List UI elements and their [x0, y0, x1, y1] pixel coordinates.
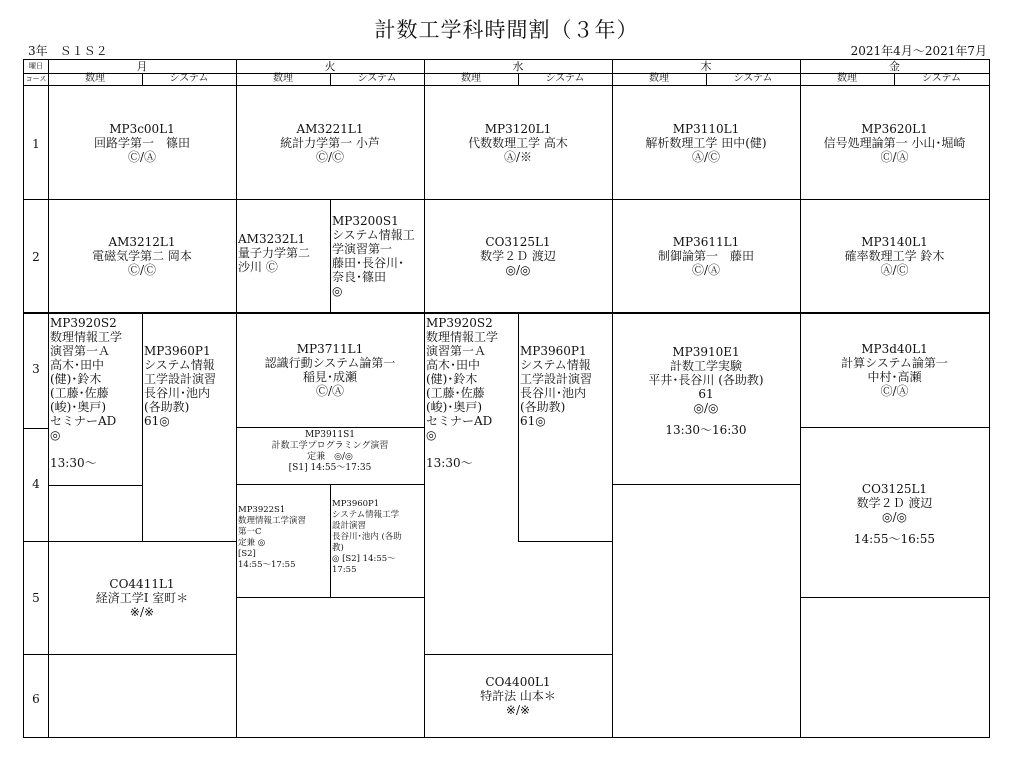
course-mark: Ⓒ/Ⓒ — [127, 263, 157, 277]
cell-line: 数理情報工学演習 — [238, 516, 307, 526]
cell-line: (各助教) — [144, 400, 190, 414]
cell-line: MP3200S1 — [332, 214, 399, 228]
cell-line: (健)･鈴木 — [50, 372, 102, 386]
course-name: 数学２Ｄ 渡辺 — [856, 496, 933, 510]
course-code: MP3120L1 — [484, 121, 552, 136]
class-cell-fri-2[interactable] — [800, 200, 989, 312]
course-code: CO3125L1 — [485, 235, 551, 249]
cell-line: 数理情報工学 — [426, 330, 499, 344]
course-header: システム — [922, 73, 961, 84]
cell-line: 長谷川･池内 — [144, 386, 211, 400]
course-name: 数学２Ｄ 渡辺 — [480, 249, 556, 263]
cell-line: ◎ — [426, 428, 437, 442]
cell-line: (峻)･奥戸) — [50, 400, 107, 414]
course-mark: Ⓒ/Ⓐ — [315, 384, 345, 398]
cell-line: 14:55〜17:55 — [238, 560, 296, 570]
cell-line: 工学設計演習 — [144, 372, 217, 386]
course-time: 14:55〜16:55 — [853, 532, 936, 546]
cell-time: 13:30〜 — [426, 456, 473, 470]
cell-line: 設計演習 — [332, 521, 367, 531]
class-cell-wed-3-system[interactable] — [518, 342, 612, 430]
class-cell-mon-3-math[interactable] — [48, 314, 142, 472]
day-header-wed: 水 — [512, 60, 524, 73]
page-title: 計数工学科時間割（３年） — [374, 18, 639, 42]
cell-line: (各助教) — [520, 400, 566, 414]
course-header: 数理 — [649, 73, 669, 84]
cell-line: ◎ [S2] 14:55〜 — [332, 554, 396, 564]
cell-line: 長谷川･池内 — [520, 386, 587, 400]
class-cell-wed-1[interactable] — [424, 86, 612, 199]
cell-line: MP3960P1 — [144, 344, 211, 358]
period-label: 3 — [32, 362, 40, 376]
cell-line: 高木･田中 — [50, 358, 105, 372]
course-code: MP3620L1 — [861, 121, 928, 136]
cell-line: 61◎ — [144, 414, 170, 428]
cell-line: (健)･鈴木 — [426, 372, 478, 386]
course-mark: ◎/◎ — [882, 510, 907, 524]
course-header: 数理 — [85, 73, 105, 84]
day-header-tue: 火 — [324, 60, 336, 73]
course-name: 確率数理工学 鈴木 — [844, 249, 945, 263]
cell-line: [S2] — [238, 549, 256, 559]
class-cell-tue-2-system[interactable] — [330, 212, 424, 300]
course-mark: ※/※ — [505, 703, 531, 717]
course-mark: ◎/◎ — [693, 401, 719, 415]
course-mark: ※/※ — [129, 605, 155, 619]
period-label: 6 — [32, 692, 40, 706]
course-mark: Ⓒ/Ⓐ — [691, 263, 721, 277]
class-cell-mon-1[interactable] — [48, 86, 236, 199]
cell-line: システム情報 — [520, 358, 591, 372]
course-code: AM3212L1 — [108, 235, 176, 249]
course-teacher: 中村･高瀬 — [867, 370, 922, 384]
class-label: 3年 Ｓ１Ｓ２ — [28, 44, 108, 58]
cell-line: (峻)･奥戸) — [426, 400, 483, 414]
cell-line: システム情報工 — [332, 228, 415, 242]
cell-line: MP3911S1 — [304, 430, 356, 440]
cell-line: 定兼 ◎ — [238, 538, 266, 548]
course-name: 計算システム論第一 — [841, 356, 948, 370]
day-header-thu: 木 — [700, 60, 712, 73]
cell-line: 工学設計演習 — [520, 372, 593, 386]
cell-line: 沙川 Ⓒ — [238, 260, 278, 274]
course-name: 電磁気学第二 岡本 — [92, 249, 192, 263]
course-name: 統計力学第一 小芦 — [280, 135, 380, 150]
period-label: 1 — [32, 137, 40, 151]
course-mark: Ⓐ/Ⓒ — [691, 149, 721, 164]
day-header-fri: 金 — [889, 60, 900, 73]
cell-line: 藤田･長谷川･ — [332, 256, 405, 270]
cell-line: 学演習第一 — [332, 242, 393, 256]
cell-line: 17:55 — [332, 565, 357, 575]
class-cell-mon-2[interactable] — [48, 200, 236, 312]
course-header: 数理 — [837, 73, 857, 84]
cell-line: AM3232L1 — [238, 232, 306, 246]
cell-line: 演習第一Ａ — [50, 344, 111, 358]
cell-line: 演習第一Ａ — [426, 344, 487, 358]
course-code: CO4411L1 — [109, 577, 175, 591]
class-cell-mon-5[interactable] — [48, 542, 236, 654]
cell-line: 第一C — [238, 527, 262, 537]
course-teacher: 稲見･成瀬 — [302, 370, 357, 384]
cell-line: 量子力学第二 — [238, 246, 311, 260]
course-mark: Ⓒ/Ⓒ — [315, 149, 345, 164]
class-cell-fri-3[interactable] — [800, 313, 989, 427]
course-mark: Ⓒ/Ⓐ — [880, 149, 909, 164]
term-range: 2021年4月〜2021年7月 — [850, 44, 987, 58]
course-code: AM3221L1 — [296, 121, 364, 136]
course-name: 代数数理工学 高木 — [468, 135, 568, 150]
course-name: 経済工学I 室町＊ — [95, 591, 189, 605]
cell-line: セミナーAD — [426, 414, 493, 428]
cell-line: (工藤･佐藤 — [50, 386, 109, 400]
cell-line: MP3920S2 — [426, 316, 493, 330]
course-code: CO4400L1 — [485, 675, 551, 689]
course-teacher: 平井･長谷川 (各助教) — [648, 373, 764, 387]
course-header: 数理 — [461, 73, 481, 84]
course-code: MP3110L1 — [672, 121, 740, 136]
course-code: MP3910E1 — [672, 345, 740, 359]
period-label: 4 — [32, 477, 40, 491]
course-header: システム — [169, 73, 209, 84]
cell-line: 計数工学プログラミング演習 — [271, 441, 389, 451]
class-cell-thu-1[interactable] — [612, 86, 800, 199]
course-name: 解析数理工学 田中(健) — [645, 135, 767, 150]
day-corner-label: 曜日 — [29, 62, 43, 70]
course-mark: ◎/◎ — [505, 263, 531, 277]
cell-line: ◎ — [332, 284, 343, 298]
class-cell-fri-4[interactable] — [800, 428, 989, 598]
cell-line: 高木･田中 — [426, 358, 481, 372]
course-mark: Ⓒ/Ⓐ — [127, 149, 157, 164]
cell-line: MP3922S1 — [238, 505, 286, 515]
course-code: MP3c00L1 — [109, 121, 175, 136]
course-code: MP3711L1 — [296, 342, 364, 356]
course-header: システム — [545, 73, 585, 84]
cell-line: 長谷川･池内 (各助 — [332, 532, 402, 542]
course-mark: Ⓐ/Ⓒ — [880, 263, 909, 277]
class-cell-tue-4[interactable] — [236, 430, 424, 474]
course-header: 数理 — [273, 73, 293, 84]
cell-line: セミナーAD — [50, 414, 117, 428]
class-cell-tue-2-math[interactable] — [236, 230, 330, 276]
class-cell-mon-3-system[interactable] — [142, 342, 236, 430]
cell-line: 61◎ — [520, 414, 546, 428]
class-cell-tue-4-system[interactable] — [330, 498, 424, 577]
course-mark: Ⓒ/Ⓐ — [880, 384, 909, 398]
cell-line: ◎ — [50, 428, 61, 442]
course-name: 制御論第一 藤田 — [657, 249, 754, 263]
cell-line: MP3960P1 — [332, 499, 380, 509]
period-label: 2 — [32, 250, 40, 264]
course-code: CO3125L1 — [861, 482, 928, 496]
cell-line: 定兼 ◎/◎ — [307, 452, 353, 462]
course-corner-label: コース — [25, 75, 47, 83]
course-code: MP3611L1 — [672, 235, 740, 249]
course-room: 61 — [698, 387, 714, 401]
class-cell-tue-4-math[interactable] — [236, 504, 330, 572]
class-cell-wed-2[interactable] — [424, 200, 612, 312]
cell-line: 数理情報工学 — [50, 330, 123, 344]
course-name: 信号処理論第一 小山･堀崎 — [823, 135, 966, 150]
cell-time: 13:30〜 — [50, 456, 97, 470]
cell-line: MP3920S2 — [50, 316, 117, 330]
class-cell-thu-3[interactable] — [612, 313, 800, 453]
class-cell-fri-1[interactable] — [800, 86, 989, 199]
timetable-grid — [23, 59, 990, 738]
cell-line: (工藤･佐藤 — [426, 386, 485, 400]
course-mark: Ⓐ/※ — [503, 149, 533, 164]
class-cell-tue-3[interactable] — [236, 313, 424, 427]
course-header: システム — [733, 73, 773, 84]
course-code: MP3140L1 — [861, 235, 928, 249]
class-cell-thu-2[interactable] — [612, 200, 800, 312]
cell-line: 教) — [332, 543, 344, 553]
cell-line: 奈良･篠田 — [332, 270, 387, 284]
cell-line: [S1] 14:55〜17:35 — [288, 463, 372, 473]
course-code: MP3d40L1 — [861, 342, 928, 356]
class-cell-wed-3-math[interactable] — [424, 314, 518, 472]
course-header: システム — [357, 73, 397, 84]
course-name: 認識行動システム論第一 — [264, 356, 396, 370]
class-cell-wed-6[interactable] — [424, 655, 612, 737]
course-name: 特許法 山本＊ — [480, 689, 556, 703]
day-header-mon: 月 — [136, 60, 148, 73]
cell-line: システム情報 — [144, 358, 215, 372]
period-label: 5 — [32, 591, 40, 605]
cell-line: システム情報工学 — [332, 510, 400, 520]
course-name: 計数工学実験 — [669, 359, 742, 373]
cell-line: MP3960P1 — [520, 344, 587, 358]
course-name: 回路学第一 篠田 — [93, 135, 190, 150]
course-time: 13:30〜16:30 — [665, 423, 747, 437]
class-cell-tue-1[interactable] — [236, 86, 424, 199]
